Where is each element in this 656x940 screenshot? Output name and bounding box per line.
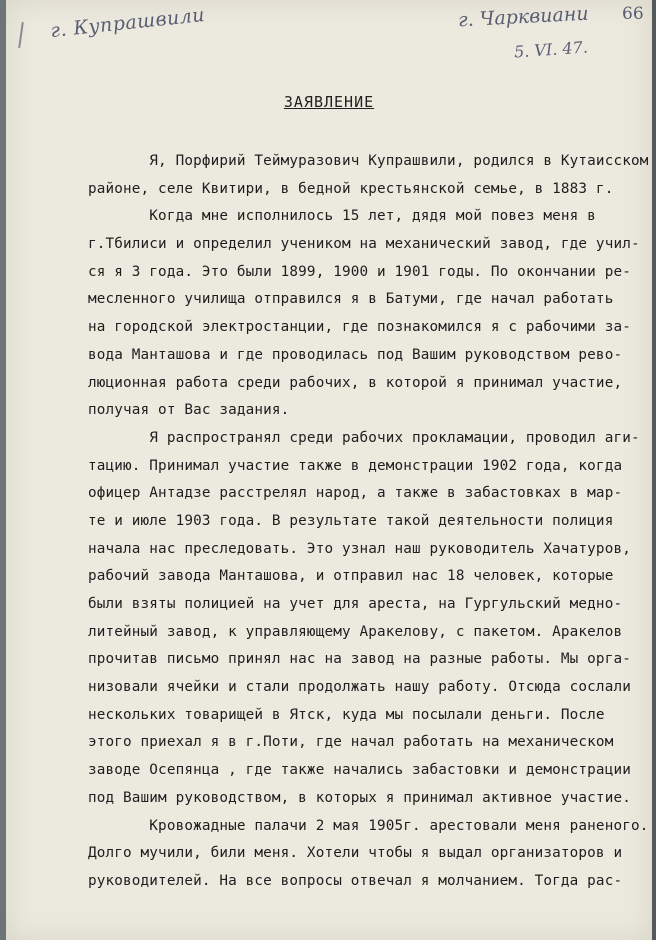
scan-border-right <box>652 0 656 940</box>
text-line: литейный завод, к управляющему Аракелову, с пакетом. Аракелов <box>88 623 623 640</box>
text-line: этого приехал я в г.Поти, где начал работать на механическом <box>88 734 614 751</box>
text-line: нескольких товарищей в Ятск, куда мы посылали деньги. После <box>88 706 605 723</box>
text-line: месленного училища отправился я в Батуми, где начал работать <box>88 291 614 308</box>
handwritten-note-right: г. Чарквиани <box>457 2 590 32</box>
handwritten-note-left: г. Купрашвили <box>49 3 206 43</box>
text-line: г.Тбилиси и определил учеником на механический завод, где учил- <box>88 236 640 253</box>
text-line: рабочий завода Манташова, и отправил нас 18 человек, которые <box>88 568 614 585</box>
text-line: Я, Порфирий Теймуразович Купрашвили, родился в Кутаисском <box>88 153 649 169</box>
text-line: вода Манташова и где проводилась под Вашим руководством рево- <box>88 346 623 363</box>
text-line: были взяты полицией на учет для ареста, на Гургульский медно- <box>88 596 623 612</box>
text-line: те и июле 1903 года. В результате такой деятельности полиция <box>88 512 614 529</box>
text-line: тацию. Принимал участие также в демонстрации 1902 года, когда <box>88 457 623 474</box>
text-line: ся я 3 года. Это были 1899, 1900 и 1901 годы. По окончании ре- <box>88 263 631 280</box>
text-line: заводе Осепянца , где также начались забастовки и демонстрации <box>88 762 631 779</box>
text-line: Я распространял среди рабочих прокламации, проводил аги- <box>88 429 640 446</box>
margin-mark <box>18 22 24 48</box>
text-line: Долго мучили, били меня. Хотели чтобы я выдал организаторов и <box>88 845 623 862</box>
text-line: на городской электростанции, где познакомился я с рабочими за- <box>88 319 631 336</box>
text-line: получая от Вас задания. <box>88 402 290 419</box>
text-line: районе, селе Квитири, в бедной крестьянской семье, в 1883 г. <box>88 180 614 197</box>
text-line: низовали ячейки и стали продолжать нашу работу. Отсюда сослали <box>88 679 631 696</box>
text-line: прочитав письмо принял нас на завод на разные работы. Мы орга- <box>88 651 631 668</box>
handwritten-date: 5. VI. 47. <box>513 37 589 62</box>
text-line: люционная работа среди рабочих, в которой я принимал участие, <box>88 374 623 391</box>
text-line: начала нас преследовать. Это узнал наш руководитель Хачатуров, <box>88 540 631 557</box>
text-line: Когда мне исполнилось 15 лет, дядя мой повез меня в <box>88 208 596 225</box>
text-line: Кровожадные палачи 2 мая 1905г. арестовали меня раненого. <box>88 817 649 834</box>
document-body <box>88 148 652 896</box>
text-line: под Вашим руководством, в которых я принимал активное участие. <box>88 789 631 806</box>
text-line: офицер Антадзе расстрелял народ, а также в забастовках в мар- <box>88 485 623 502</box>
document-title: ЗАЯВЛЕНИЕ <box>283 93 375 111</box>
text-line: руководителей. На все вопросы отвечал я молчанием. Тогда рас- <box>88 872 623 889</box>
page-number: 66 <box>622 4 644 24</box>
document-page <box>6 0 652 940</box>
